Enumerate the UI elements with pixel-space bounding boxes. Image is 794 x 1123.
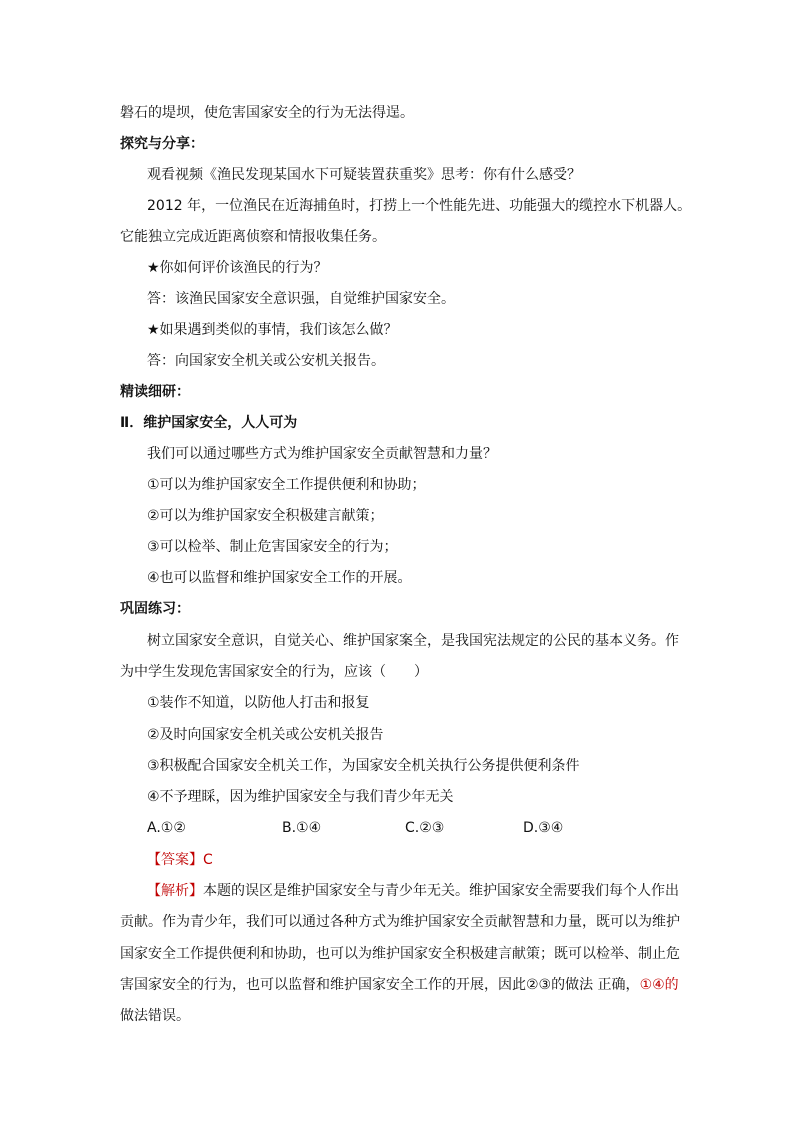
question-1: ★你如何评价该渔民的行为？ xyxy=(147,260,328,276)
story-line-1: 2012 年，一位渔民在近海捕鱼时，打捞上一个性能先进、功能强大的缆控水下机器人。 xyxy=(147,198,692,214)
question-2: ★如果遇到类似的事情，我们该怎么做？ xyxy=(147,322,398,338)
heading-close-reading: 精读细研： xyxy=(120,384,190,400)
analysis-highlight: ①④的 xyxy=(639,977,679,993)
analysis-line-1 xyxy=(147,881,679,901)
analysis-text: 本题的误区是维护国家安全与青少年无关。维护国家安全需要我们每个人作出 xyxy=(203,883,679,899)
question-stem-line-1: 树立国家安全意识，自觉关心、维护国家案全，是我国宪法规定的公民的基本义务。作 xyxy=(147,633,679,649)
statement-item: ①装作不知道，以防他人打击和报复 xyxy=(147,695,370,711)
story-line-2: 它能独立完成近距离侦察和情报收集任务。 xyxy=(120,229,386,245)
paragraph-continuation: 磐石的堤坝，使危害国家安全的行为无法得逞。 xyxy=(120,105,414,121)
way-item: ④也可以监督和维护国家安全工作的开展。 xyxy=(147,570,412,586)
video-prompt: 观看视频《渔民发现某国水下可疑装置获重奖》思考：你有什么感受？ xyxy=(147,167,581,183)
statement-item: ③积极配合国家安全机关工作，为国家安全机关执行公务提供便利条件 xyxy=(147,758,580,774)
choice-a: A.①② xyxy=(147,820,186,836)
way-item: ②可以为维护国家安全积极建言献策； xyxy=(147,508,384,524)
statement-item: ④不予理睬，因为维护国家安全与我们青少年无关 xyxy=(147,789,454,805)
answer-value: C xyxy=(203,852,213,868)
way-item: ③可以检举、制止危害国家安全的行为； xyxy=(147,539,398,555)
section-heading: Ⅱ．维护国家安全，人人可为 xyxy=(120,415,298,431)
choice-b: B.①④ xyxy=(282,820,322,836)
answer-2: 答：向国家安全机关或公安机关报告。 xyxy=(147,353,385,369)
heading-explore-share: 探究与分享： xyxy=(120,136,204,152)
analysis-line-2: 贡献。作为青少年，我们可以通过各种方式为维护国家安全贡献智慧和力量，既可以为维护 xyxy=(120,914,680,930)
way-item: ①可以为维护国家安全工作提供便利和协助； xyxy=(147,477,426,493)
choice-d: D.③④ xyxy=(523,820,564,836)
choice-c: C.②③ xyxy=(405,820,445,836)
question-stem-line-2: 为中学生发现危害国家安全的行为，应该（ ） xyxy=(120,664,428,680)
heading-practice: 巩固练习： xyxy=(120,601,190,617)
answer-1: 答：该渔民国家安全意识强，自觉维护国家安全。 xyxy=(147,291,455,307)
analysis-line-5: 做法错误。 xyxy=(120,1008,190,1024)
analysis-tag: 【解析】 xyxy=(147,883,203,899)
statement-item: ②及时向国家安全机关或公安机关报告 xyxy=(147,727,384,743)
analysis-text: 害国家安全的行为，也可以监督和维护国家安全工作的开展，因此②③的做法 正确， xyxy=(120,977,640,993)
analysis-line-3: 国家安全工作提供便利和协助，也可以为维护国家安全积极建言献策；既可以检举、制止危 xyxy=(120,946,680,962)
ways-question: 我们可以通过哪些方式为维护国家安全贡献智慧和力量？ xyxy=(147,446,497,462)
answer-line xyxy=(147,850,213,870)
answer-tag: 【答案】 xyxy=(147,852,203,868)
analysis-line-4 xyxy=(120,975,679,995)
